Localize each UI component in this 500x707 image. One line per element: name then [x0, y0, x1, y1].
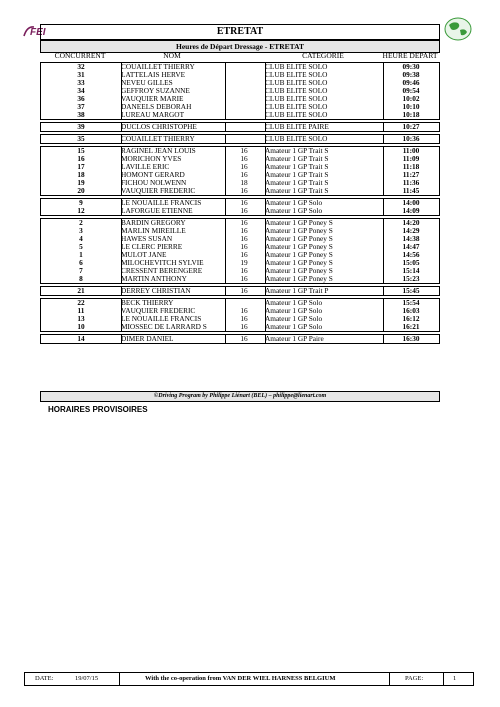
competitor-name: MARTIN ANTHONY — [121, 275, 187, 283]
competitor-name: HAWES SUSAN — [121, 235, 173, 243]
competitor-name: BECK THIERRY — [121, 299, 174, 307]
competitor-number: 39 — [77, 122, 85, 131]
start-time: 10:10 — [402, 102, 420, 111]
start-time: 11:09 — [402, 154, 420, 163]
competitor-name: COUAILLET THIERRY — [121, 63, 195, 71]
start-time: 14:00 — [402, 198, 420, 207]
competitor-age: 16 — [240, 250, 248, 259]
competitor-number: 16 — [77, 154, 85, 163]
start-time: 10:18 — [402, 110, 420, 119]
table-row — [41, 207, 439, 215]
start-group — [40, 146, 440, 196]
competitor-name: RAGINEL JEAN LOUIS — [121, 147, 196, 155]
competitor-age: 16 — [240, 234, 248, 243]
competitor-age: 16 — [240, 274, 248, 283]
competitor-number: 36 — [77, 94, 85, 103]
competitor-name: VAUQUIER MARIE — [121, 95, 184, 103]
competitor-name: MILOCHEVITCH SYLVIE — [121, 259, 204, 267]
start-time: 16:12 — [402, 314, 420, 323]
table-row — [41, 95, 439, 103]
competitor-category: Amateur 1 GP Poney S — [265, 267, 333, 275]
competitor-category: Amateur 1 GP Poney S — [265, 243, 333, 251]
competitor-name: LUREAU MARGOT — [121, 111, 185, 119]
start-time: 09:54 — [402, 86, 420, 95]
competitor-name: MORICHON YVES — [121, 155, 182, 163]
table-row — [41, 111, 439, 119]
start-time: 15:54 — [402, 298, 420, 307]
competitor-name: LAVILLE ERIC — [121, 163, 170, 171]
start-group — [40, 62, 440, 120]
competitor-category: Amateur 1 GP Trait P — [265, 287, 329, 295]
footer-cooperation: With the co-operation from VAN DER WIEL HARNESS BELGIUM — [145, 675, 336, 682]
competitor-age: 18 — [240, 178, 248, 187]
table-row — [41, 63, 439, 71]
competitor-number: 9 — [79, 198, 83, 207]
column-header-nom: NOM — [163, 51, 181, 60]
competitor-name: VAUQUIER FREDERIC — [121, 187, 196, 195]
table-row — [41, 87, 439, 95]
competitor-name: MARLIN MIREILLE — [121, 227, 186, 235]
provisional-note: HORAIRES PROVISOIRES — [48, 405, 148, 414]
competitor-category: Amateur 1 GP Solo — [265, 199, 323, 207]
start-time: 10:02 — [402, 94, 420, 103]
fei-logo-text: FEI — [30, 27, 46, 38]
start-time: 15:45 — [402, 286, 420, 295]
competitor-age: 16 — [240, 170, 248, 179]
column-header-heure: HEURE DEPART — [382, 51, 438, 60]
start-time: 16:03 — [402, 306, 420, 315]
start-time: 10:27 — [402, 122, 420, 131]
start-group — [40, 218, 440, 284]
column-header-concurrent: CONCURRENT — [54, 51, 106, 60]
competitor-category: Amateur 1 GP Poney S — [265, 219, 333, 227]
competitor-age: 16 — [240, 206, 248, 215]
competitor-category: Amateur 1 GP Trait S — [265, 187, 329, 195]
start-time: 14:20 — [402, 218, 420, 227]
competitor-category: CLUB ELITE SOLO — [265, 87, 328, 95]
competitor-category: CLUB ELITE SOLO — [265, 79, 328, 87]
credit-line: ©Driving Program by Philippe Liénart (BEL) – philippe@lienart.com — [40, 391, 440, 402]
start-time: 14:09 — [402, 206, 420, 215]
start-time: 11:00 — [402, 146, 420, 155]
start-time: 14:38 — [402, 234, 420, 243]
table-row — [41, 287, 439, 295]
competitor-category: Amateur 1 GP Trait S — [265, 171, 329, 179]
start-time: 16:21 — [402, 322, 420, 331]
start-time: 16:30 — [402, 334, 420, 343]
table-row — [41, 71, 439, 79]
competitor-category: Amateur 1 GP Trait S — [265, 179, 329, 187]
globe-logo — [443, 17, 473, 41]
start-group — [40, 122, 440, 132]
competitor-name: COUAILLET THIERRY — [121, 135, 195, 143]
column-header-categorie: CATEGORIE — [302, 51, 344, 60]
competitor-category: Amateur 1 GP Solo — [265, 207, 323, 215]
competitor-category: CLUB ELITE SOLO — [265, 63, 328, 71]
competitor-number: 8 — [79, 274, 83, 283]
competitor-category: CLUB ELITE SOLO — [265, 135, 328, 143]
column-headers — [40, 51, 440, 61]
table-row — [41, 323, 439, 331]
competitor-category: Amateur 1 GP Solo — [265, 315, 323, 323]
competitor-age: 16 — [240, 154, 248, 163]
competitor-age: 16 — [240, 186, 248, 195]
competitor-category: Amateur 1 GP Poney S — [265, 259, 333, 267]
start-group — [40, 198, 440, 216]
competitor-number: 32 — [77, 62, 85, 71]
competitor-age: 16 — [240, 266, 248, 275]
competitor-category: CLUB ELITE PAIRE — [265, 123, 329, 131]
competitor-number: 19 — [77, 178, 85, 187]
competitor-number: 37 — [77, 102, 85, 111]
competitor-number: 6 — [79, 258, 83, 267]
table-row — [41, 123, 439, 131]
table-row — [41, 187, 439, 195]
competitor-number: 20 — [77, 186, 85, 195]
competitor-category: Amateur 1 GP Poney S — [265, 227, 333, 235]
competitor-number: 4 — [79, 234, 83, 243]
competitor-name: LAFORGUE ETIENNE — [121, 207, 193, 215]
table-row — [41, 103, 439, 111]
competitor-category: Amateur 1 GP Poney S — [265, 251, 333, 259]
competitor-category: Amateur 1 GP Poney S — [265, 235, 333, 243]
page-subtitle: Heures de Départ Dressage - ETRETAT — [40, 40, 440, 53]
competitor-number: 18 — [77, 170, 85, 179]
competitor-name: HOMONT GERARD — [121, 171, 185, 179]
start-time: 14:47 — [402, 242, 420, 251]
start-time: 15:23 — [402, 274, 420, 283]
start-group — [40, 298, 440, 332]
competitor-name: MIOSSEC DE LARRARD S — [121, 323, 207, 331]
footer-date-value: 19/07/15 — [75, 675, 99, 682]
competitor-age: 19 — [240, 258, 248, 267]
competitor-number: 35 — [77, 134, 85, 143]
start-group — [40, 134, 440, 144]
start-time: 15:14 — [402, 266, 420, 275]
page-title: ETRETAT — [40, 24, 440, 40]
table-row — [41, 275, 439, 283]
competitor-age: 16 — [240, 286, 248, 295]
competitor-name: LE NOUAILLE FRANCIS — [121, 199, 202, 207]
competitor-number: 5 — [79, 242, 83, 251]
competitor-name: DIMER DANIEL — [121, 335, 174, 343]
competitor-age: 16 — [240, 218, 248, 227]
competitor-category: CLUB ELITE SOLO — [265, 71, 328, 79]
competitor-name: LE CLERC PIERRE — [121, 243, 183, 251]
table-row — [41, 79, 439, 87]
footer-page-value: 1 — [453, 675, 457, 682]
competitor-number: 17 — [77, 162, 85, 171]
start-time: 14:56 — [402, 250, 420, 259]
competitor-category: CLUB ELITE SOLO — [265, 95, 328, 103]
competitor-number: 3 — [79, 226, 83, 235]
competitor-category: CLUB ELITE SOLO — [265, 103, 328, 111]
competitor-number: 31 — [77, 70, 85, 79]
competitor-name: DERREY CHRISTIAN — [121, 287, 191, 295]
competitor-name: MULOT JANE — [121, 251, 167, 259]
start-time: 11:36 — [402, 178, 420, 187]
competitor-number: 14 — [77, 334, 85, 343]
competitor-category: CLUB ELITE SOLO — [265, 111, 328, 119]
start-time: 09:30 — [402, 62, 420, 71]
competitor-category: Amateur 1 GP Solo — [265, 307, 323, 315]
start-group — [40, 334, 440, 344]
competitor-number: 33 — [77, 78, 85, 87]
competitor-name: FICHOU NOLWENN — [121, 179, 187, 187]
start-time: 09:46 — [402, 78, 420, 87]
start-group — [40, 286, 440, 296]
competitor-number: 10 — [77, 322, 85, 331]
competitor-number: 13 — [77, 314, 85, 323]
competitor-age: 16 — [240, 314, 248, 323]
competitor-age: 16 — [240, 226, 248, 235]
competitor-age: 16 — [240, 242, 248, 251]
page-footer — [24, 672, 474, 686]
competitor-category: Amateur 1 GP Poney S — [265, 275, 333, 283]
competitor-name: BARDIN GREGORY — [121, 219, 186, 227]
competitor-age: 16 — [240, 306, 248, 315]
competitor-number: 15 — [77, 146, 85, 155]
competitor-number: 21 — [77, 286, 85, 295]
competitor-number: 7 — [79, 266, 83, 275]
competitor-category: Amateur 1 GP Trait S — [265, 147, 329, 155]
competitor-name: GEFFROY SUZANNE — [121, 87, 190, 95]
competitor-name: DANEELS DEBORAH — [121, 103, 192, 111]
start-time: 14:29 — [402, 226, 420, 235]
start-time: 11:18 — [402, 162, 420, 171]
competitor-name: DUCLOS CHRISTOPHE — [121, 123, 197, 131]
competitor-age: 16 — [240, 146, 248, 155]
start-time: 15:05 — [402, 258, 420, 267]
competitor-name: NEVEU GILLES — [121, 79, 173, 87]
competitor-age: 16 — [240, 322, 248, 331]
competitor-age: 16 — [240, 162, 248, 171]
competitor-number: 12 — [77, 206, 85, 215]
competitor-number: 1 — [79, 250, 83, 259]
competitor-category: Amateur 1 GP Trait S — [265, 163, 329, 171]
competitor-age: 16 — [240, 198, 248, 207]
start-time: 11:27 — [402, 170, 420, 179]
competitor-number: 2 — [79, 218, 83, 227]
competitor-age: 16 — [240, 334, 248, 343]
competitor-name: VAUQUIER FREDERIC — [121, 307, 196, 315]
start-time: 10:36 — [402, 134, 420, 143]
competitor-number: 22 — [77, 298, 85, 307]
start-time: 11:45 — [402, 186, 420, 195]
competitor-number: 34 — [77, 86, 85, 95]
footer-page-label: PAGE: — [405, 675, 424, 682]
competitor-category: Amateur 1 GP Solo — [265, 323, 323, 331]
table-row — [41, 335, 439, 343]
competitor-number: 11 — [77, 306, 85, 315]
table-row — [41, 135, 439, 143]
competitor-name: LATTELAIS HERVE — [121, 71, 186, 79]
competitor-category: Amateur 1 GP Solo — [265, 299, 323, 307]
competitor-name: CRESSENT BERENGERE — [121, 267, 203, 275]
competitor-category: Amateur 1 GP Trait S — [265, 155, 329, 163]
competitor-name: LE NOUAILLE FRANCIS — [121, 315, 202, 323]
start-time: 09:38 — [402, 70, 420, 79]
competitor-category: Amateur 1 GP Paire — [265, 335, 324, 343]
competitor-number: 38 — [77, 110, 85, 119]
footer-date-label: DATE: — [35, 675, 54, 682]
